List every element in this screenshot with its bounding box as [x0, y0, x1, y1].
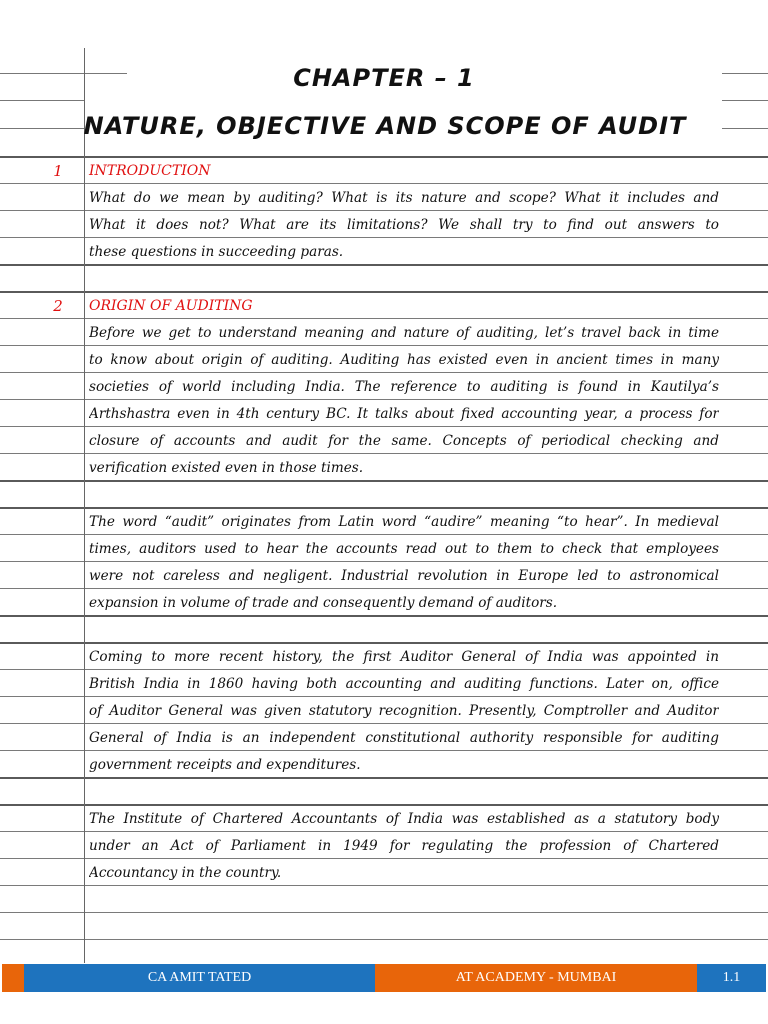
paragraph-line: General of India is an independent constitutional authority responsible for auditing: [89, 730, 719, 746]
ruled-line: [0, 156, 768, 158]
ruled-line: [0, 507, 768, 509]
paragraph-line: Before we get to understand meaning and nature of auditing, let’s travel back in time: [89, 325, 719, 341]
paragraph-line: British India in 1860 having both accounting and auditing functions. Later on, office: [89, 676, 719, 692]
title-rule: [722, 100, 768, 101]
paragraph-line: Accountancy in the country.: [89, 865, 282, 881]
ruled-line: [0, 939, 768, 940]
paragraph-line: What it does not? What are its limitations? We shall try to find out answers to: [89, 217, 719, 233]
ruled-line: [0, 210, 768, 211]
paragraph-line: times, auditors used to hear the accounts read out to them to check that employees: [89, 541, 719, 557]
ruled-line: [0, 750, 768, 751]
ruled-line: [0, 318, 768, 319]
paragraph-line: Coming to more recent history, the first Auditor General of India was appointed in: [89, 649, 719, 665]
ruled-line: [0, 615, 768, 617]
ruled-line: [0, 264, 768, 266]
ruled-line: [0, 399, 768, 400]
margin-rule: [84, 48, 85, 963]
ruled-line: [0, 480, 768, 482]
ruled-line: [0, 777, 768, 779]
ruled-line: [0, 237, 768, 238]
paragraph-line: of Auditor General was given statutory recognition. Presently, Comptroller and Auditor: [89, 703, 719, 719]
footer-author-band: [24, 964, 375, 992]
section-number: 2: [53, 297, 63, 315]
ruled-line: [0, 723, 768, 724]
ruled-line: [0, 453, 768, 454]
paragraph-line: government receipts and expenditures.: [89, 757, 361, 773]
ruled-line: [0, 642, 768, 644]
ruled-line: [0, 534, 768, 535]
ruled-line: [0, 426, 768, 427]
paragraph-line: expansion in volume of trade and consequently demand of auditors.: [89, 595, 558, 611]
title-rule: [0, 100, 84, 101]
ruled-line: [0, 669, 768, 670]
ruled-line: [0, 291, 768, 293]
ruled-line: [0, 372, 768, 373]
section-number: 1: [53, 162, 63, 180]
paragraph-line: societies of world including India. The reference to auditing is found in Kautilya’s: [89, 379, 719, 395]
section-heading: ORIGIN OF AUDITING: [89, 298, 253, 314]
paragraph-line: Arthshastra even in 4th century BC. It talks about fixed accounting year, a process for: [89, 406, 719, 422]
ruled-line: [0, 831, 768, 832]
ruled-line: [0, 345, 768, 346]
paragraph-line: What do we mean by auditing? What is its nature and scope? What it includes and: [89, 190, 719, 206]
footer-author: CA AMIT TATED: [147, 970, 252, 985]
ruled-line: [0, 885, 768, 886]
section-heading: INTRODUCTION: [89, 163, 211, 179]
footer-page-band: [697, 964, 766, 992]
page-footer: [2, 964, 766, 992]
footer-academy: AT ACADEMY - MUMBAI: [455, 970, 617, 985]
ruled-line: [0, 912, 768, 913]
paragraph-line: to know about origin of auditing. Auditing has existed even in ancient times in many: [89, 352, 719, 368]
paragraph-line: closure of accounts and audit for the same. Concepts of periodical checking and: [89, 433, 719, 449]
ruled-line: [0, 183, 768, 184]
page-number: 1.1: [722, 970, 741, 985]
paragraph-line: under an Act of Parliament in 1949 for regulating the profession of Chartered: [89, 838, 719, 854]
ruled-line: [0, 588, 768, 589]
ruled-line: [0, 804, 768, 806]
chapter-subtitle: NATURE, OBJECTIVE AND SCOPE OF AUDIT: [83, 112, 687, 140]
paragraph-line: The Institute of Chartered Accountants of India was established as a statutory body: [89, 811, 719, 827]
ruled-line: [0, 858, 768, 859]
paragraph-line: verification existed even in those times.: [89, 460, 364, 476]
paragraph-line: were not careless and negligent. Industrial revolution in Europe led to astronomical: [89, 568, 719, 584]
ruled-line: [0, 696, 768, 697]
paragraph-line: The word “audit” originates from Latin word “audire” meaning “to hear”. In medieval: [89, 514, 719, 530]
paragraph-line: these questions in succeeding paras.: [89, 244, 344, 260]
ruled-line: [0, 561, 768, 562]
chapter-title: CHAPTER – 1: [293, 64, 475, 92]
